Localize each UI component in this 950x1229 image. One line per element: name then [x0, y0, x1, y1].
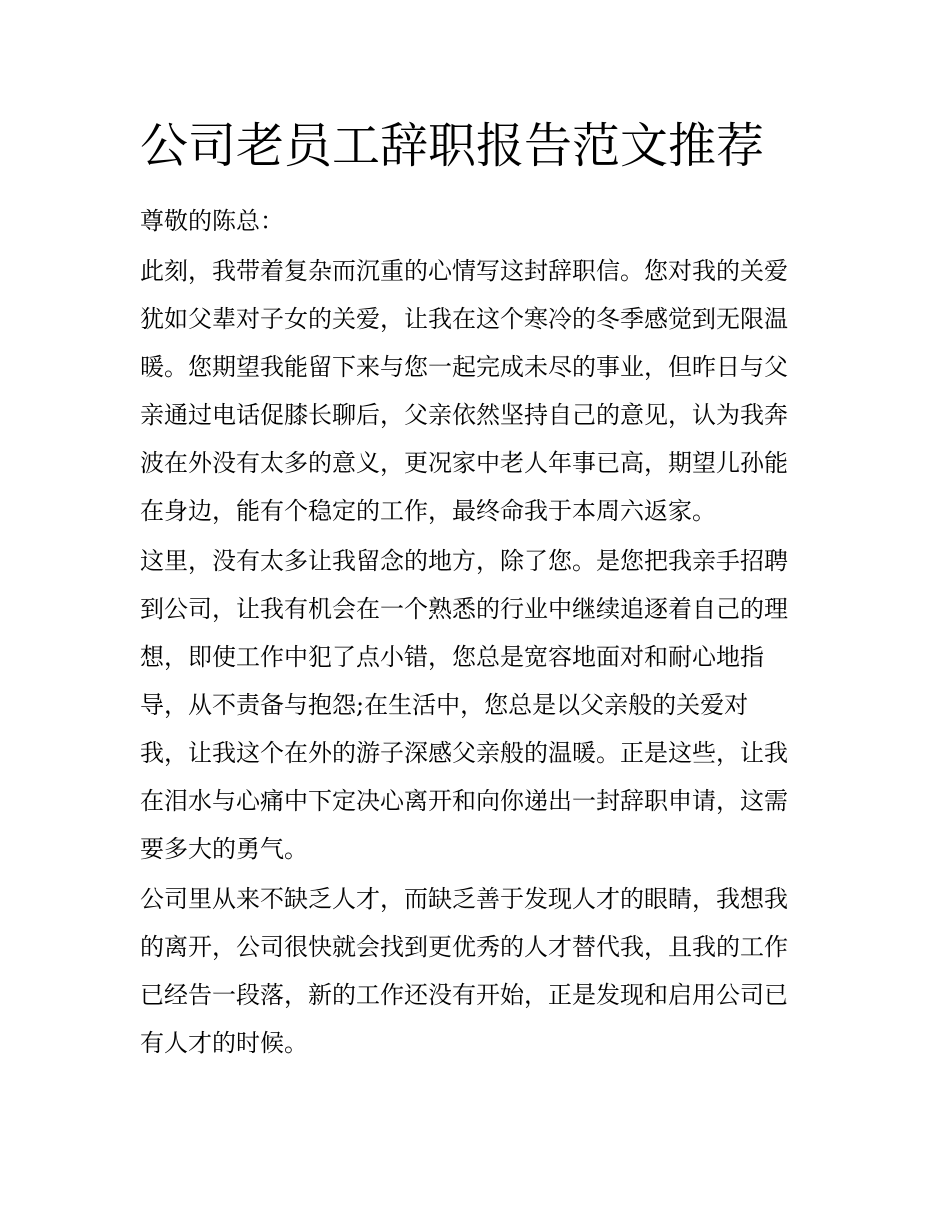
text-line: 导，从不责备与抱怨;在生活中，您总是以父亲般的关爱对	[140, 691, 749, 719]
text-line: 想，即使工作中犯了点小错，您总是宽容地面对和耐心地指	[140, 643, 764, 671]
text-line: 我，让我这个在外的游子深感父亲般的温暖。正是这些，让我	[140, 739, 788, 767]
text-line: 亲通过电话促膝长聊后，父亲依然坚持自己的意见，认为我奔	[140, 401, 788, 429]
text-line: 这里，没有太多让我留念的地方，除了您。是您把我亲手招聘	[140, 547, 788, 575]
text-line: 暖。您期望我能留下来与您一起完成未尽的事业，但昨日与父	[140, 353, 788, 381]
document-title: 公司老员工辞职报告范文推荐	[140, 118, 765, 174]
text-line: 此刻，我带着复杂而沉重的心情写这封辞职信。您对我的关爱	[140, 257, 788, 285]
text-line: 有人才的时候。	[140, 1029, 308, 1057]
text-line: 到公司，让我有机会在一个熟悉的行业中继续追逐着自己的理	[140, 595, 788, 623]
text-line: 在泪水与心痛中下定决心离开和向你递出一封辞职申请，这需	[140, 787, 788, 815]
text-line: 的离开，公司很快就会找到更优秀的人才替代我，且我的工作	[140, 933, 788, 961]
text-line: 要多大的勇气。	[140, 835, 308, 863]
text-line: 已经告一段落，新的工作还没有开始，正是发现和启用公司已	[140, 981, 788, 1009]
text-line: 公司里从来不缺乏人才，而缺乏善于发现人才的眼睛，我想我	[140, 885, 788, 913]
salutation: 尊敬的陈总：	[140, 207, 284, 235]
text-line: 波在外没有太多的意义，更况家中老人年事已高，期望儿孙能	[140, 449, 788, 477]
text-line: 犹如父辈对子女的关爱，让我在这个寒冷的冬季感觉到无限温	[140, 305, 788, 333]
text-line: 在身边，能有个稳定的工作，最终命我于本周六返家。	[140, 497, 716, 525]
